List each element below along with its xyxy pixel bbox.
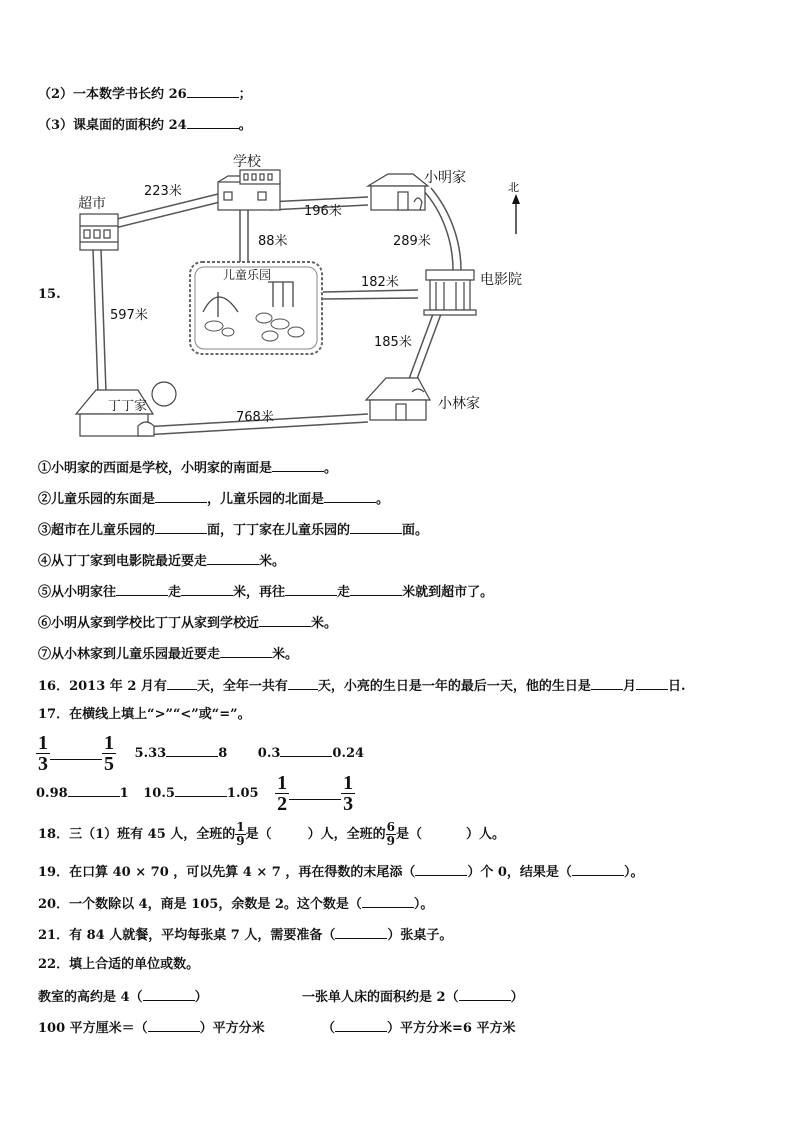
fraction: $\frac{1}{3}$ xyxy=(38,732,48,775)
answer-blank[interactable] xyxy=(362,895,414,908)
q16: 16．2013 年 2 月有 天，全年一共有 天，小亮的生日是一年的最后一天，他的生日是 月 日. xyxy=(38,679,686,694)
road-super-dingding xyxy=(93,250,106,392)
north-arrow xyxy=(508,181,520,234)
road-school-park xyxy=(240,210,248,267)
q14-item3: （3）课桌面的面积约 24 。 xyxy=(38,118,252,133)
compare-blank[interactable] xyxy=(289,787,341,800)
q22-item-d: （ ）平方分米=6 平方米 xyxy=(322,1021,516,1036)
answer-blank[interactable] xyxy=(181,583,233,596)
q22-item-a: 教室的高约是 4（ ） xyxy=(38,990,208,1005)
q18: 18．三（1）班有 45 人，全班的 $\frac{1}{9}$ 是（ ）人，全班的 $\frac{6}{9}$ 是（ ）人。 xyxy=(38,820,506,848)
label-park: 儿童乐园 xyxy=(223,268,272,282)
fraction: $\frac{1}{9}$ xyxy=(236,820,245,848)
supermarket-building xyxy=(80,214,118,250)
answer-blank[interactable] xyxy=(350,583,402,596)
answer-blank[interactable] xyxy=(324,490,376,503)
q15-sub4: ④从丁丁家到电影院最近要走 米。 xyxy=(38,554,286,569)
north-label: 北 xyxy=(508,181,519,194)
dist-school-xiaoming: 196米 xyxy=(304,204,342,219)
dist-xiaoming-cinema: 289米 xyxy=(393,234,431,249)
q15-sub3: ③超市在儿童乐园的 面，丁丁家在儿童乐园的 面。 xyxy=(38,523,429,538)
answer-blank[interactable] xyxy=(116,583,168,596)
answer-blank[interactable] xyxy=(285,583,337,596)
q17-row1: $\frac{1}{3}$ $\frac{1}{5}$ 5.33 8 0.3 0.24 xyxy=(38,732,365,775)
q19: 19．在口算 40 × 70 ，可以先算 4 × 7 ，再在得数的末尾添（ ）个 0，结果是（ ）。 xyxy=(38,865,644,880)
compare-blank[interactable] xyxy=(166,744,218,757)
label-xiaolin: 小林家 xyxy=(438,396,480,412)
answer-blank[interactable] xyxy=(187,85,239,98)
fraction: $\frac{1}{2}$ xyxy=(277,772,288,815)
label-school: 学校 xyxy=(233,154,261,170)
q20: 20．一个数除以 4，商是 105，余数是 2。这个数是（ ）。 xyxy=(38,897,434,912)
compare-blank[interactable] xyxy=(68,784,120,797)
answer-blank[interactable] xyxy=(148,1019,200,1032)
answer-blank[interactable] xyxy=(335,926,387,939)
answer-blank[interactable] xyxy=(572,863,624,876)
q22-item-b: 一张单人床的面积约是 2（ ） xyxy=(302,990,524,1005)
q15-sub2: ②儿童乐园的东面是 ，儿童乐园的北面是 。 xyxy=(38,492,390,507)
answer-blank[interactable] xyxy=(272,826,308,838)
road-cinema-xiaolin xyxy=(406,314,441,387)
fraction: $\frac{6}{9}$ xyxy=(386,820,396,848)
fraction: $\frac{1}{3}$ xyxy=(343,772,354,815)
q17-title: 17．在横线上填上“>”“<”或“=”。 xyxy=(38,707,251,722)
road-xiaoming-cinema xyxy=(423,188,461,270)
dist-super-dingding: 597米 xyxy=(110,308,148,323)
compare-blank[interactable] xyxy=(50,747,102,760)
label-dingding: 丁丁家 xyxy=(108,399,148,414)
xiaoming-house xyxy=(368,174,428,210)
answer-blank[interactable] xyxy=(335,1019,387,1032)
compare-blank[interactable] xyxy=(175,784,227,797)
q15-number: 15. xyxy=(38,287,61,302)
compare-blank[interactable] xyxy=(280,744,332,757)
answer-blank[interactable] xyxy=(459,988,511,1001)
answer-blank[interactable] xyxy=(167,677,197,690)
label-cinema: 电影院 xyxy=(480,272,522,288)
label-supermarket: 超市 xyxy=(78,196,106,212)
answer-blank[interactable] xyxy=(259,614,311,627)
answer-blank[interactable] xyxy=(350,521,402,534)
q14-item2: （2）一本数学书长约 26 ； xyxy=(38,87,252,102)
dist-cinema-xiaolin: 185米 xyxy=(374,335,412,350)
q15-sub5: ⑤从小明家往 走 米，再往 走 米就到超市了。 xyxy=(38,585,494,600)
dist-school-park: 88米 xyxy=(258,234,288,249)
cinema-building xyxy=(424,270,476,315)
school-building xyxy=(218,170,280,210)
xiaolin-house xyxy=(366,378,430,420)
answer-blank[interactable] xyxy=(155,490,207,503)
answer-blank[interactable] xyxy=(591,677,623,690)
fraction: $\frac{1}{5}$ xyxy=(104,732,114,775)
q15-sub7: ⑦从小林家到儿童乐园最近要走 米。 xyxy=(38,647,299,662)
label-xiaoming: 小明家 xyxy=(424,170,466,186)
dist-super-school: 223米 xyxy=(144,184,182,199)
q22-title: 22．填上合适的单位或数。 xyxy=(38,957,200,972)
answer-blank[interactable] xyxy=(272,459,324,472)
dist-park-cinema: 182米 xyxy=(361,275,399,290)
answer-blank[interactable] xyxy=(220,645,272,658)
answer-blank[interactable] xyxy=(288,677,318,690)
dist-dingding-xiaolin: 768米 xyxy=(236,410,274,425)
q15-sub1: ①小明家的西面是学校，小明家的南面是 。 xyxy=(38,461,338,476)
answer-blank[interactable] xyxy=(636,677,668,690)
q22-item-c: 100 平方厘米＝（ ）平方分米 xyxy=(38,1021,265,1036)
answer-blank[interactable] xyxy=(187,116,239,129)
q15-sub6: ⑥小明从家到学校比丁丁从家到学校近 米。 xyxy=(38,616,338,631)
road-park-cinema xyxy=(323,290,418,299)
q17-row2: 0.98 1 10.5 1.05 $\frac{1}{2}$ $\frac{1}{3}$ xyxy=(36,772,354,815)
answer-blank[interactable] xyxy=(415,863,467,876)
answer-blank[interactable] xyxy=(207,552,259,565)
road-super-school xyxy=(113,194,220,228)
route-map xyxy=(68,142,548,447)
answer-blank[interactable] xyxy=(422,826,466,838)
answer-blank[interactable] xyxy=(155,521,207,534)
q21: 21．有 84 人就餐，平均每张桌 7 人，需要准备（ ）张桌子。 xyxy=(38,928,453,943)
answer-blank[interactable] xyxy=(143,988,195,1001)
